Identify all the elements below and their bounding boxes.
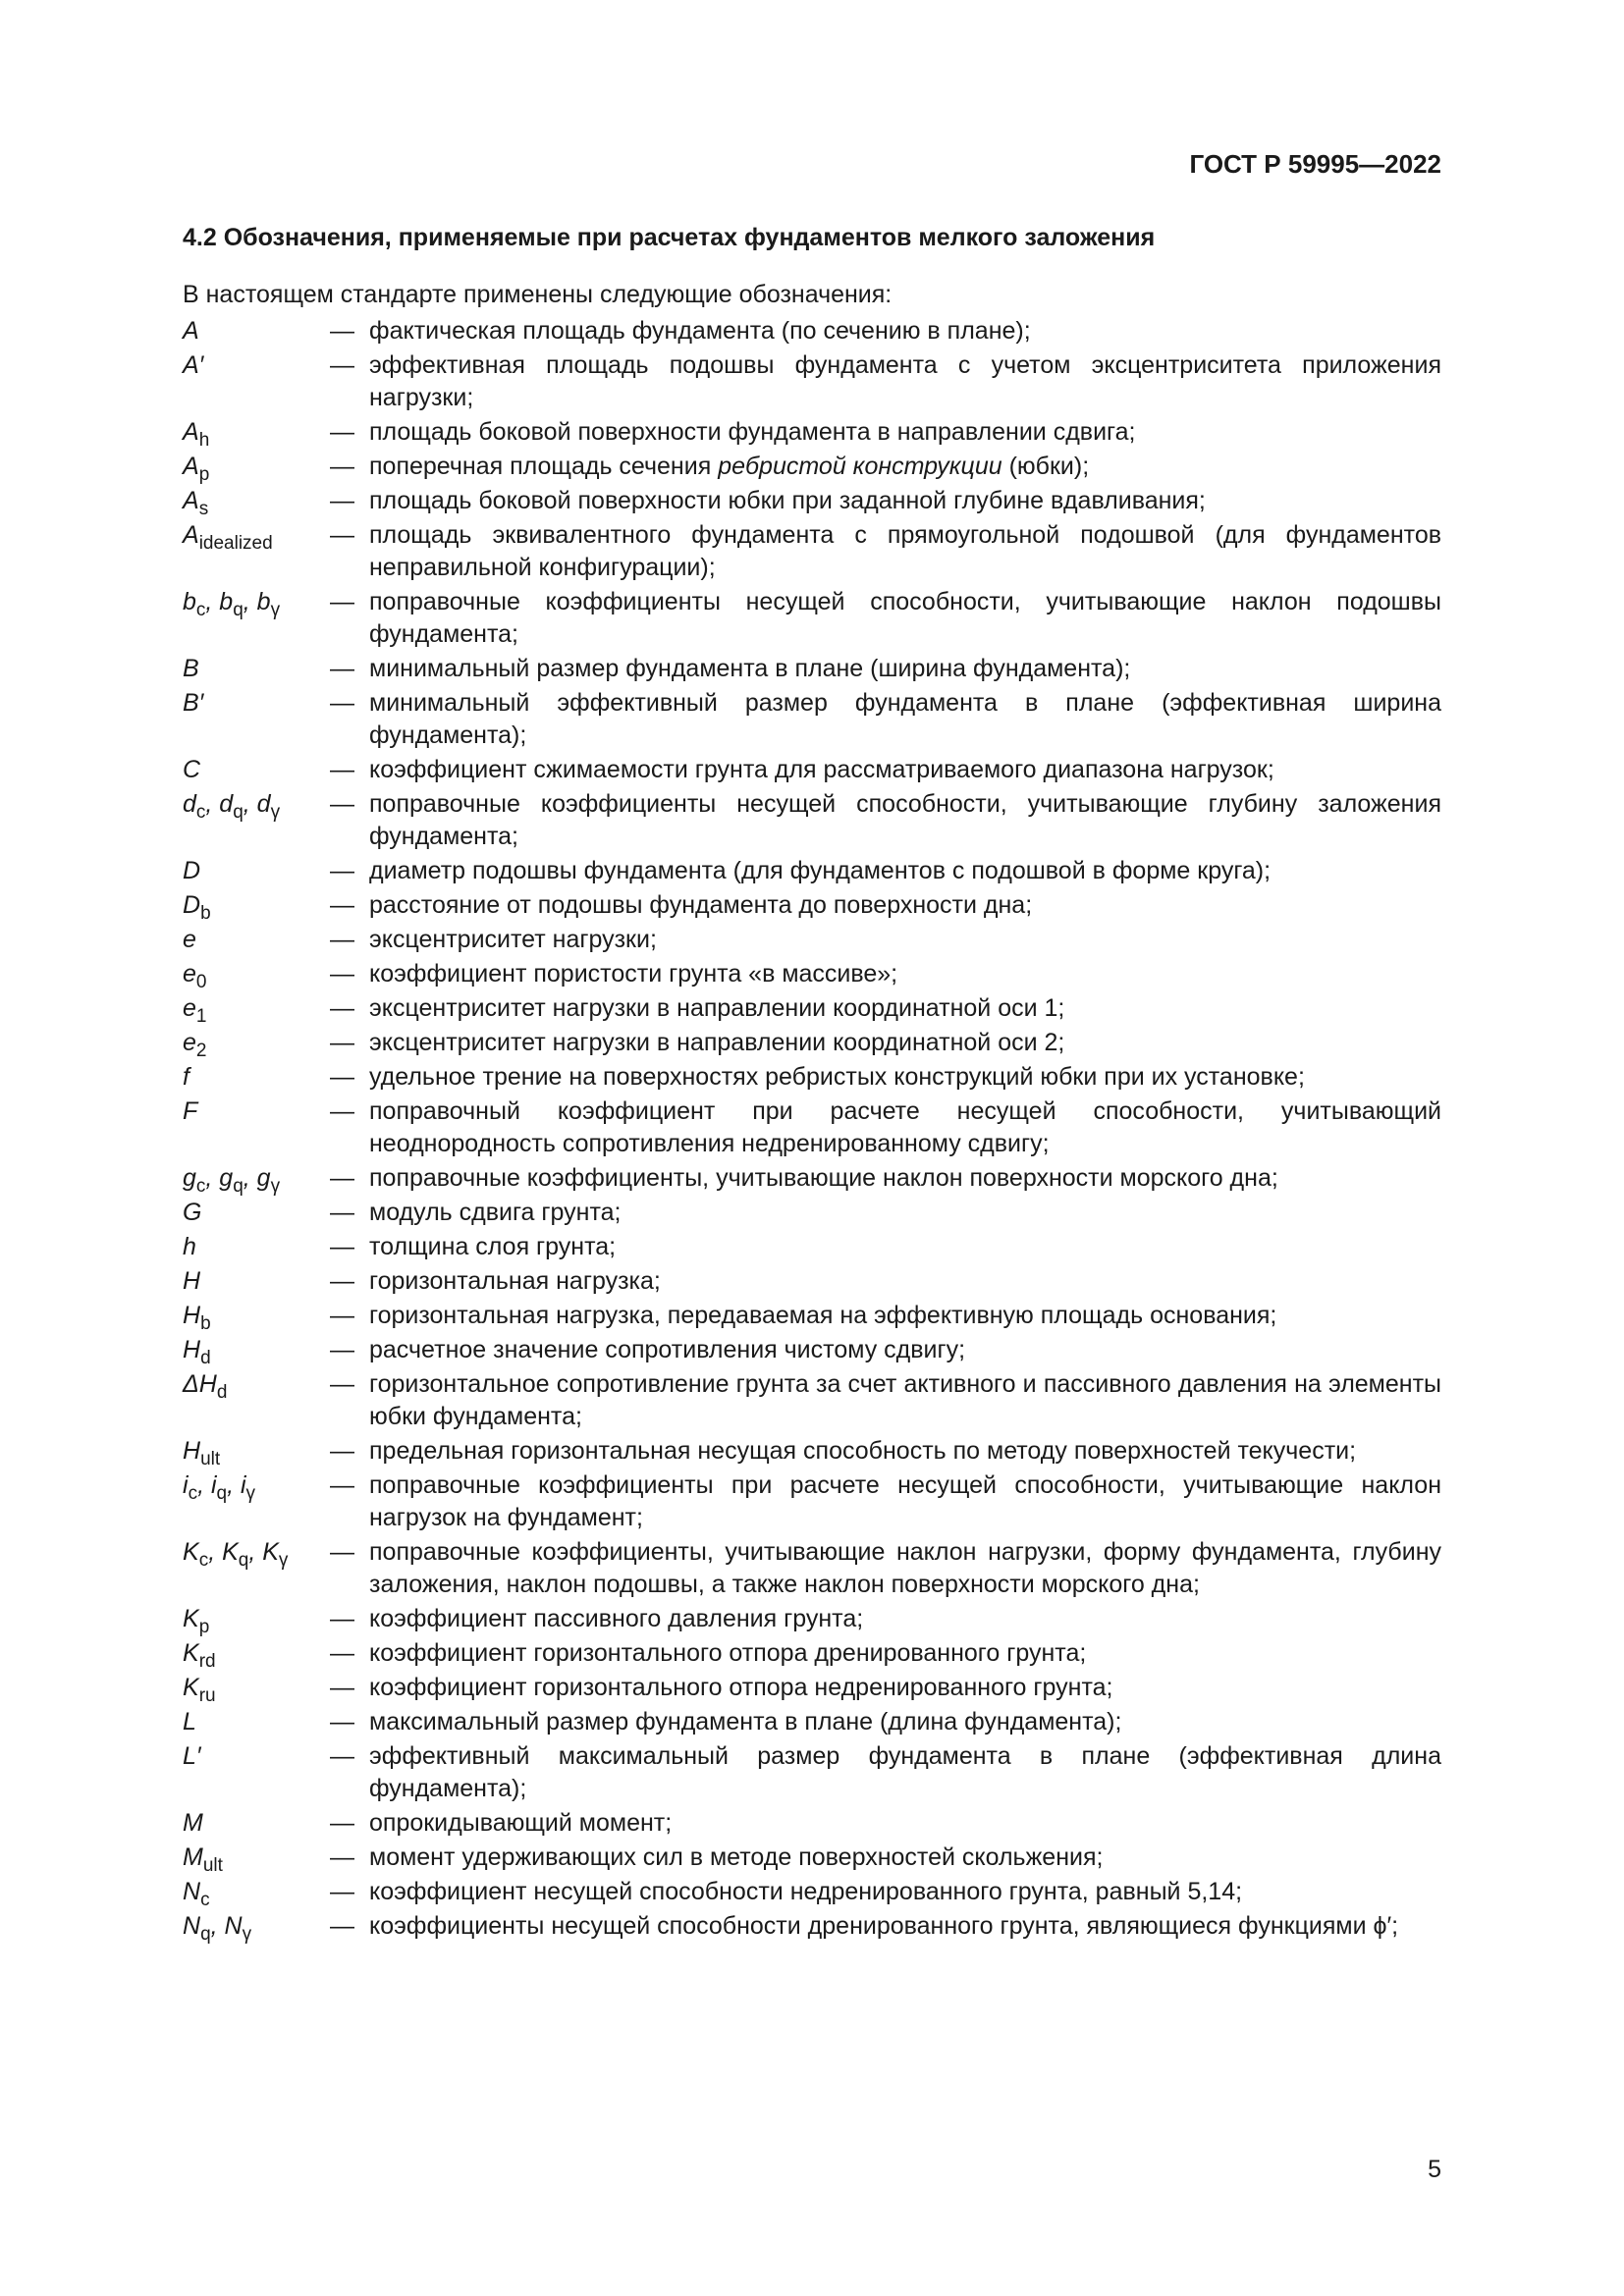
symbol-base: A	[183, 317, 199, 345]
definition-text-part: горизонтальное сопротивление грунта за счет активного и пассивного давления на элементы юбки фундамента;	[369, 1370, 1441, 1430]
definition-dash: —	[330, 1809, 354, 1837]
definition-symbol	[183, 586, 330, 651]
section-notations	[183, 224, 1441, 1945]
definition-dash: —	[330, 1538, 354, 1566]
definition-text	[369, 653, 1441, 685]
symbol-base: M	[183, 1809, 203, 1837]
definition-symbol	[183, 1061, 330, 1094]
symbol-subscript: γ	[270, 1176, 281, 1197]
symbol-base: A	[183, 521, 199, 549]
symbol-subscript: d	[216, 1382, 228, 1403]
symbol-subscript: ult	[200, 1449, 221, 1469]
symbol-base: A′	[183, 351, 204, 379]
definition-row	[183, 754, 1441, 786]
symbol-base: e	[183, 960, 196, 988]
definition-symbol	[183, 1368, 330, 1433]
symbol-base: H	[183, 1302, 201, 1329]
definition-text	[369, 754, 1441, 786]
definition-text-part: минимальный размер фундамента в плане (ширина фундамента);	[369, 655, 1131, 682]
symbol-subscript: c	[195, 802, 206, 823]
symbol-subscript: q	[200, 1924, 211, 1945]
symbol-subscript: s	[198, 499, 209, 519]
definition-dash: —	[330, 1097, 354, 1125]
definition-dash: —	[330, 994, 354, 1022]
symbol-base: , b	[243, 588, 271, 615]
definition-text-part: минимальный эффективный размер фундамента в плане (эффективная ширина фундамента);	[369, 689, 1441, 749]
symbol-base: H	[183, 1437, 201, 1465]
symbol-subscript: b	[200, 1313, 211, 1334]
symbol-subscript: c	[200, 1890, 210, 1910]
definition-text	[369, 1162, 1441, 1195]
symbol-base: B	[183, 655, 199, 682]
definition-text	[369, 1536, 1441, 1601]
definition-row	[183, 653, 1441, 685]
definition-symbol	[183, 1197, 330, 1229]
definition-text	[369, 855, 1441, 887]
definition-text	[369, 788, 1441, 853]
symbol-subscript: c	[188, 1483, 198, 1504]
symbol-base: B′	[183, 689, 204, 717]
definition-symbol	[183, 1300, 330, 1332]
definition-row	[183, 349, 1441, 414]
definition-text-part: расчетное значение сопротивления чистому сдвигу;	[369, 1336, 966, 1363]
definition-text	[369, 1300, 1441, 1332]
definition-symbol	[183, 1027, 330, 1059]
symbol-base: C	[183, 756, 201, 783]
definition-text	[369, 1637, 1441, 1670]
symbol-base: M	[183, 1843, 203, 1871]
symbol-base: F	[183, 1097, 198, 1125]
symbol-base: ΔH	[183, 1370, 217, 1398]
definition-text	[369, 992, 1441, 1025]
definition-row	[183, 1162, 1441, 1195]
definition-dash: —	[330, 1639, 354, 1667]
definition-symbol	[183, 1162, 330, 1195]
definition-dash: —	[330, 1674, 354, 1701]
definition-text	[369, 416, 1441, 449]
symbol-base: , N	[210, 1912, 243, 1940]
definition-dash: —	[330, 1437, 354, 1465]
symbol-base: , i	[227, 1471, 246, 1499]
symbol-base: K	[183, 1674, 199, 1701]
definition-text-part: коэффициент горизонтального отпора дренированного грунта;	[369, 1639, 1087, 1667]
symbol-subscript: q	[238, 1550, 249, 1571]
definition-symbol	[183, 788, 330, 853]
definition-row	[183, 1197, 1441, 1229]
symbol-base: , g	[205, 1164, 234, 1192]
definition-row	[183, 1231, 1441, 1263]
definition-symbol	[183, 1603, 330, 1635]
definition-symbol	[183, 1469, 330, 1534]
definition-symbol	[183, 855, 330, 887]
definition-symbol	[183, 1876, 330, 1908]
definition-text-part: эффективный максимальный размер фундамента в плане (эффективная длина фундамента);	[369, 1742, 1441, 1802]
definition-row	[183, 889, 1441, 922]
definition-row	[183, 519, 1441, 584]
definition-text-part: расстояние от подошвы фундамента до поверхности дна;	[369, 891, 1033, 919]
definition-text-part: эксцентриситет нагрузки в направлении координатной оси 1;	[369, 994, 1065, 1022]
definition-text	[369, 1910, 1441, 1943]
symbol-base: , K	[248, 1538, 279, 1566]
definition-text	[369, 1095, 1441, 1160]
definition-dash: —	[330, 1742, 354, 1770]
definition-dash: —	[330, 1302, 354, 1329]
definition-symbol	[183, 1334, 330, 1366]
definition-text-part: площадь боковой поверхности юбки при заданной глубине вдавливания;	[369, 487, 1206, 514]
definition-symbol	[183, 754, 330, 786]
definition-text	[369, 1061, 1441, 1094]
definition-row	[183, 1300, 1441, 1332]
definition-text-part: диаметр подошвы фундамента (для фундаментов с подошвой в форме круга);	[369, 857, 1272, 884]
definition-text-part: эффективная площадь подошвы фундамента с учетом эксцентриситета приложения нагрузки;	[369, 351, 1441, 411]
definition-dash: —	[330, 1843, 354, 1871]
definition-dash: —	[330, 689, 354, 717]
definition-symbol	[183, 992, 330, 1025]
definition-symbol	[183, 1672, 330, 1704]
definition-text-part: поправочные коэффициенты при расчете несущей способности, учитывающие наклон нагрузок на фундамент;	[369, 1471, 1441, 1531]
symbol-subscript: γ	[270, 802, 281, 823]
symbol-base: A	[183, 487, 199, 514]
definition-symbol	[183, 485, 330, 517]
symbol-subscript: 2	[195, 1041, 207, 1061]
symbol-subscript: c	[198, 1550, 209, 1571]
definition-text-part: горизонтальная нагрузка;	[369, 1267, 661, 1295]
definition-symbol	[183, 1910, 330, 1943]
definition-symbol	[183, 1807, 330, 1840]
symbol-subscript: b	[200, 903, 211, 924]
symbol-subscript: idealized	[198, 533, 273, 554]
definition-text	[369, 1334, 1441, 1366]
symbol-base: , d	[243, 790, 271, 818]
definition-text	[369, 889, 1441, 922]
definition-row	[183, 1910, 1441, 1943]
symbol-subscript: q	[216, 1483, 228, 1504]
definition-symbol	[183, 687, 330, 752]
definition-text-part: горизонтальная нагрузка, передаваемая на эффективную площадь основания;	[369, 1302, 1277, 1329]
definition-text	[369, 1435, 1441, 1468]
definition-dash: —	[330, 1912, 354, 1940]
definition-row	[183, 1876, 1441, 1908]
symbol-subscript: 0	[195, 972, 207, 992]
definition-symbol	[183, 1095, 330, 1160]
definition-dash: —	[330, 317, 354, 345]
symbol-base: i	[183, 1471, 189, 1499]
definition-text	[369, 586, 1441, 651]
section-intro: В настоящем стандарте применены следующие обозначения:	[183, 281, 893, 308]
symbol-subscript: rd	[198, 1651, 216, 1672]
definition-dash: —	[330, 1233, 354, 1260]
definition-text-part: предельная горизонтальная несущая способность по методу поверхностей текучести;	[369, 1437, 1357, 1465]
definition-text-part: поправочные коэффициенты, учитывающие наклон нагрузки, форму фундамента, глубину заложения, наклон подошвы, а также наклон поверхности морского дна;	[369, 1538, 1441, 1598]
symbol-base: , b	[205, 588, 234, 615]
symbol-base: A	[183, 453, 199, 480]
definition-text-part: коэффициент пористости грунта «в массиве»;	[369, 960, 898, 988]
page-number: 5	[1428, 2156, 1441, 2183]
symbol-base: , K	[208, 1538, 239, 1566]
definition-text	[369, 349, 1441, 414]
definition-text-part: максимальный размер фундамента в плане (длина фундамента);	[369, 1708, 1122, 1735]
definition-text-part: площадь эквивалентного фундамента с прямоугольной подошвой (для фундаментов неправильной конфигурации);	[369, 521, 1441, 581]
definition-text	[369, 1231, 1441, 1263]
symbol-base: H	[183, 1267, 201, 1295]
definition-dash: —	[330, 857, 354, 884]
symbol-base: e	[183, 926, 196, 953]
definition-row	[183, 1027, 1441, 1059]
symbol-base: D	[183, 857, 201, 884]
definition-dash: —	[330, 1029, 354, 1056]
definition-dash: —	[330, 1370, 354, 1398]
definition-dash: —	[330, 1164, 354, 1192]
definition-text-part: поправочный коэффициент при расчете несущей способности, учитывающий неоднородность сопротивления недренированному сдвигу;	[369, 1097, 1441, 1157]
definition-text-part: поперечная площадь сечения	[369, 453, 719, 480]
symbol-subscript: h	[198, 430, 210, 451]
symbol-subscript: q	[233, 1176, 244, 1197]
symbol-base: g	[183, 1164, 196, 1192]
definition-symbol	[183, 349, 330, 414]
symbol-base: L′	[183, 1742, 201, 1770]
definition-symbol	[183, 1637, 330, 1670]
definition-text-part: эксцентриситет нагрузки;	[369, 926, 657, 953]
definition-dash: —	[330, 1063, 354, 1091]
definition-row	[183, 1469, 1441, 1534]
definition-symbol	[183, 315, 330, 347]
definition-text	[369, 687, 1441, 752]
definition-row	[183, 1334, 1441, 1366]
definition-row	[183, 687, 1441, 752]
definition-text	[369, 1603, 1441, 1635]
symbol-subscript: c	[195, 1176, 206, 1197]
symbol-subscript: d	[200, 1348, 211, 1368]
definition-text-part: опрокидывающий момент;	[369, 1809, 673, 1837]
definition-text	[369, 485, 1441, 517]
definition-symbol	[183, 653, 330, 685]
definition-text-part: поправочные коэффициенты, учитывающие наклон поверхности морского дна;	[369, 1164, 1278, 1192]
definition-text-part: удельное трение на поверхностях ребристых конструкций юбки при их установке;	[369, 1063, 1305, 1091]
definition-text	[369, 1672, 1441, 1704]
definition-symbol	[183, 889, 330, 922]
definition-dash: —	[330, 655, 354, 682]
definition-text	[369, 924, 1441, 956]
definition-symbol	[183, 924, 330, 956]
definition-text	[369, 1265, 1441, 1298]
definition-text-part: поправочные коэффициенты несущей способности, учитывающие наклон подошвы фундамента;	[369, 588, 1441, 648]
symbol-base: e	[183, 1029, 196, 1056]
definition-text	[369, 315, 1441, 347]
symbol-subscript: p	[198, 464, 210, 485]
section-title: 4.2 Обозначения, применяемые при расчетах фундаментов мелкого заложения	[183, 224, 1156, 251]
definition-text	[369, 519, 1441, 584]
definition-text	[369, 1807, 1441, 1840]
definition-symbol	[183, 451, 330, 483]
definition-dash: —	[330, 521, 354, 549]
definition-row	[183, 451, 1441, 483]
definition-dash: —	[330, 1336, 354, 1363]
symbol-subscript: c	[195, 600, 206, 620]
definition-text-part: эксцентриситет нагрузки в направлении координатной оси 2;	[369, 1029, 1065, 1056]
symbol-base: N	[183, 1878, 201, 1905]
definition-text	[369, 1368, 1441, 1433]
definition-dash: —	[330, 1267, 354, 1295]
definition-text-part: коэффициенты несущей способности дренированного грунта, являющиеся функциями ϕ′;	[369, 1912, 1399, 1940]
definition-text-part: (юбки);	[1001, 453, 1090, 480]
symbol-subscript: p	[198, 1617, 210, 1637]
symbol-base: N	[183, 1912, 201, 1940]
symbol-subscript: ult	[202, 1855, 223, 1876]
definition-symbol	[183, 519, 330, 584]
definition-row	[183, 1061, 1441, 1094]
definition-dash: —	[330, 418, 354, 446]
definition-row	[183, 315, 1441, 347]
definition-text	[369, 958, 1441, 990]
definition-row	[183, 416, 1441, 449]
symbol-base: e	[183, 994, 196, 1022]
definition-symbol	[183, 1265, 330, 1298]
definition-row	[183, 788, 1441, 853]
definition-text-part: площадь боковой поверхности фундамента в направлении сдвига;	[369, 418, 1136, 446]
definition-row	[183, 1435, 1441, 1468]
definition-dash: —	[330, 756, 354, 783]
definition-text-part: коэффициент несущей способности недренированного грунта, равный 5,14;	[369, 1878, 1243, 1905]
symbol-subscript: q	[233, 600, 244, 620]
definition-row	[183, 855, 1441, 887]
symbol-base: A	[183, 418, 199, 446]
symbol-base: f	[183, 1063, 189, 1091]
definition-row	[183, 1807, 1441, 1840]
symbol-subscript: 1	[195, 1006, 207, 1027]
definition-text	[369, 451, 1441, 483]
definition-dash: —	[330, 960, 354, 988]
definition-text-part: поправочные коэффициенты несущей способности, учитывающие глубину заложения фундамента;	[369, 790, 1441, 850]
definition-text	[369, 1740, 1441, 1805]
definition-row	[183, 1368, 1441, 1433]
definition-text-part: модуль сдвига грунта;	[369, 1199, 622, 1226]
definition-row	[183, 586, 1441, 651]
definition-dash: —	[330, 1471, 354, 1499]
symbol-subscript: γ	[245, 1483, 256, 1504]
definition-text	[369, 1469, 1441, 1534]
definition-symbol	[183, 1435, 330, 1468]
symbol-base: , d	[205, 790, 234, 818]
definition-row	[183, 1842, 1441, 1874]
definition-row	[183, 924, 1441, 956]
definition-dash: —	[330, 926, 354, 953]
definitions-list	[183, 315, 1441, 1943]
definition-row	[183, 1265, 1441, 1298]
definition-row	[183, 958, 1441, 990]
definition-row	[183, 1536, 1441, 1601]
definition-dash: —	[330, 1708, 354, 1735]
definition-text-part: коэффициент пассивного давления грунта;	[369, 1605, 864, 1632]
definition-text-part: фактическая площадь фундамента (по сечению в плане);	[369, 317, 1031, 345]
definition-symbol	[183, 1842, 330, 1874]
definition-text-part: коэффициент горизонтального отпора недренированного грунта;	[369, 1674, 1113, 1701]
definition-row	[183, 1672, 1441, 1704]
definition-text-emphasis: ребристой конструкции	[718, 453, 1002, 480]
definition-symbol	[183, 1740, 330, 1805]
definition-row	[183, 1740, 1441, 1805]
definition-text	[369, 1027, 1441, 1059]
definition-symbol	[183, 1536, 330, 1601]
definition-row	[183, 1095, 1441, 1160]
symbol-subscript: γ	[270, 600, 281, 620]
definition-row	[183, 485, 1441, 517]
symbol-subscript: ru	[198, 1685, 216, 1706]
symbol-base: L	[183, 1708, 196, 1735]
definition-text	[369, 1197, 1441, 1229]
definition-text	[369, 1706, 1441, 1738]
definition-row	[183, 992, 1441, 1025]
definition-dash: —	[330, 453, 354, 480]
definition-dash: —	[330, 1199, 354, 1226]
symbol-subscript: γ	[242, 1924, 252, 1945]
document-code: ГОСТ Р 59995—2022	[1189, 149, 1441, 179]
symbol-base: K	[183, 1639, 199, 1667]
symbol-base: K	[183, 1605, 199, 1632]
definition-text-part: коэффициент сжимаемости грунта для рассматриваемого диапазона нагрузок;	[369, 756, 1274, 783]
symbol-subscript: γ	[278, 1550, 289, 1571]
definition-row	[183, 1603, 1441, 1635]
definition-dash: —	[330, 351, 354, 379]
definition-text-part: толщина слоя грунта;	[369, 1233, 617, 1260]
definition-symbol	[183, 1706, 330, 1738]
symbol-base: K	[183, 1538, 199, 1566]
symbol-base: b	[183, 588, 196, 615]
symbol-subscript: q	[233, 802, 244, 823]
definition-symbol	[183, 416, 330, 449]
definition-dash: —	[330, 1878, 354, 1905]
symbol-base: D	[183, 891, 201, 919]
symbol-base: G	[183, 1199, 202, 1226]
definition-dash: —	[330, 487, 354, 514]
definition-row	[183, 1706, 1441, 1738]
definition-text	[369, 1842, 1441, 1874]
definition-dash: —	[330, 1605, 354, 1632]
symbol-base: h	[183, 1233, 196, 1260]
definition-dash: —	[330, 790, 354, 818]
symbol-base: H	[183, 1336, 201, 1363]
definition-dash: —	[330, 891, 354, 919]
definition-text-part: момент удерживающих сил в методе поверхностей скольжения;	[369, 1843, 1104, 1871]
symbol-base: d	[183, 790, 196, 818]
symbol-base: , g	[243, 1164, 271, 1192]
symbol-base: , i	[197, 1471, 217, 1499]
definition-dash: —	[330, 588, 354, 615]
definition-row	[183, 1637, 1441, 1670]
definition-text	[369, 1876, 1441, 1908]
definition-symbol	[183, 958, 330, 990]
definition-symbol	[183, 1231, 330, 1263]
